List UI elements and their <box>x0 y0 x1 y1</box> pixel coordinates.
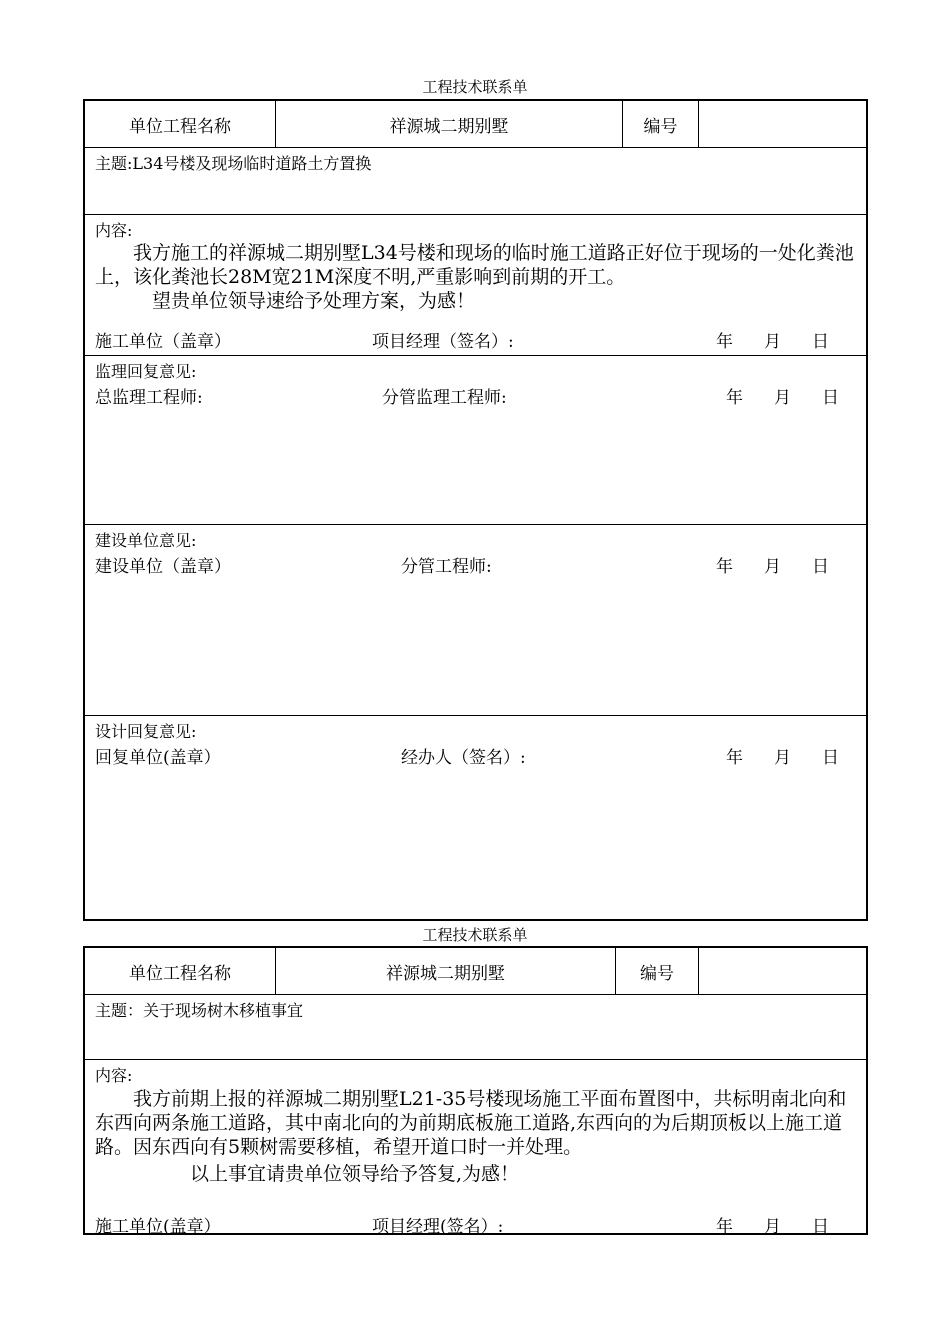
content-closing: 望贵单位领导速给予处理方案，为感！ <box>95 290 476 312</box>
project-manager-label: 项目经理(签名）: <box>372 1217 504 1237</box>
date-year: 年 <box>726 748 743 768</box>
project-manager-label: 项目经理（签名）: <box>372 332 514 352</box>
contractor-seal-label: 施工单位(盖章） <box>95 1217 221 1237</box>
content-section <box>85 215 866 356</box>
date-month: 月 <box>774 388 791 408</box>
date-day: 日 <box>812 557 829 577</box>
supervision-section <box>85 356 866 525</box>
date-month: 月 <box>764 332 781 352</box>
number-value <box>699 101 866 147</box>
form2-header-row <box>85 948 866 995</box>
date-day: 日 <box>822 388 839 408</box>
owner-title: 建设单位意见: <box>95 531 197 550</box>
sub-supervisor-label: 分管监理工程师: <box>382 388 507 408</box>
date-month: 月 <box>764 1217 781 1237</box>
project-name-label: 单位工程名称 <box>85 101 276 147</box>
owner-section <box>85 525 866 716</box>
design-section <box>85 716 866 921</box>
content-section <box>85 1060 866 1237</box>
content-body <box>95 1087 860 1186</box>
number-value <box>699 948 866 994</box>
date-day: 日 <box>812 332 829 352</box>
contractor-seal-label: 施工单位（盖章） <box>95 332 231 352</box>
supervision-title: 监理回复意见: <box>95 362 197 381</box>
date-day: 日 <box>822 748 839 768</box>
design-handler-label: 经办人（签名）: <box>401 748 526 768</box>
subject-text: 主题：关于现场树木移植事宜 <box>95 1001 304 1020</box>
form1-sheet <box>83 99 868 921</box>
content-label: 内容: <box>95 221 133 240</box>
form1-title: 工程技术联系单 <box>422 78 528 96</box>
form2-sheet <box>83 946 868 1235</box>
subject-text: 主题:L34号楼及现场临时道路土方置换 <box>95 154 372 173</box>
design-title: 设计回复意见: <box>95 722 197 741</box>
project-name-label: 单位工程名称 <box>85 948 276 994</box>
subject-section <box>85 995 866 1060</box>
subject-section <box>85 148 866 215</box>
content-body <box>95 241 860 313</box>
project-name-value: 祥源城二期别墅 <box>276 101 623 147</box>
date-month: 月 <box>764 557 781 577</box>
date-month: 月 <box>774 748 791 768</box>
form1-header-row <box>85 101 866 148</box>
content-closing: 以上事宜请贵单位领导给予答复,为感！ <box>95 1163 520 1185</box>
content-paragraph: 我方施工的祥源城二期别墅L34号楼和现场的临时施工道路正好位于现场的一处化粪池上，该化粪池长28M宽21M深度不明,严重影响到前期的开工。 <box>95 242 854 288</box>
date-year: 年 <box>716 557 733 577</box>
form2-title: 工程技术联系单 <box>422 926 528 944</box>
date-year: 年 <box>716 1217 733 1237</box>
number-label: 编号 <box>616 948 699 994</box>
number-label: 编号 <box>623 101 699 147</box>
date-day: 日 <box>812 1217 829 1237</box>
design-unit-label: 回复单位(盖章） <box>95 748 221 768</box>
content-paragraph: 我方前期上报的祥源城二期别墅L21-35号楼现场施工平面布置图中，共标明南北向和东西向两条施工道路，其中南北向的为前期底板施工道路,东西向的为后期顶板以上施工道路。因东西向有5颗树需要移植，希望开道口时一并处理。 <box>95 1088 847 1158</box>
date-year: 年 <box>716 332 733 352</box>
chief-supervisor-label: 总监理工程师: <box>95 388 203 408</box>
owner-unit-label: 建设单位（盖章） <box>95 557 231 577</box>
date-year: 年 <box>726 388 743 408</box>
content-label: 内容: <box>95 1066 133 1085</box>
owner-engineer-label: 分管工程师: <box>401 557 492 577</box>
project-name-value: 祥源城二期别墅 <box>276 948 616 994</box>
